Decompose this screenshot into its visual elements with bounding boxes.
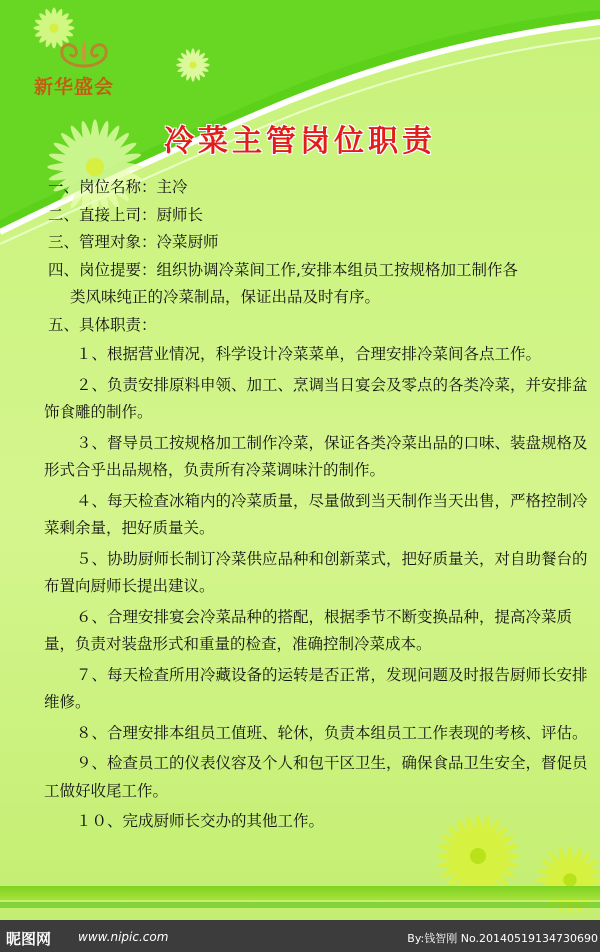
duty-item: ７、每天检查所用冷藏设备的运转是否正常，发现问题及时报告厨师长安排维修。 <box>44 665 588 711</box>
item-value: 冷菜厨师 <box>156 233 219 251</box>
duty-item: ３、督导员工按规格加工制作冷菜，保证各类冷菜出品的口味、装盘规格及形式合乎出品规格，负责所有冷菜调味汁的制作。 <box>44 433 588 479</box>
item-position-name <box>48 174 588 202</box>
item-label: 一、岗位名称： <box>48 178 157 196</box>
item-specific-duties <box>48 312 588 340</box>
flower-decoration-top-small <box>172 44 214 86</box>
duty-item: ５、协助厨师长制订冷菜供应品种和创新菜式，把好质量关，对自助餐台的布置向厨师长提出建议。 <box>44 549 588 595</box>
duty-item: ８、合理安排本组员工值班、轮休，负责本组员工工作表现的考核、评估。 <box>76 723 588 742</box>
duty-item: ６、合理安排宴会冷菜品种的搭配，根据季节不断变换品种，提高冷菜质量，负责对装盘形式和重量的检查，准确控制冷菜成本。 <box>44 607 573 653</box>
item-position-summary <box>48 257 588 312</box>
item-direct-superior <box>48 202 588 230</box>
item-value: 主冷 <box>156 178 188 196</box>
duty-item: ４、每天检查冰箱内的冷菜质量，尽量做到当天制作当天出售，严格控制冷菜剩余量，把好质量关。 <box>44 491 588 537</box>
bottom-decorative-stripe <box>0 886 600 900</box>
duty-item: １０、完成厨师长交办的其他工作。 <box>76 812 325 830</box>
duty-item: ２、负责安排原料申领、加工、烹调当日宴会及零点的各类冷菜，并安排盆饰食雕的制作。 <box>44 375 588 421</box>
flower-decoration-bottom-right <box>530 840 600 920</box>
duty-item: ９、检查员工的仪表仪容及个人和包干区卫生，确保食品卫生安全，督促员工做好收尾工作。 <box>44 754 588 800</box>
responsibilities-content <box>44 174 588 836</box>
item-label: 四、岗位提要： <box>48 260 157 279</box>
item-value-continued: 类风味纯正的冷菜制品，保证出品及时有序。 <box>70 288 381 306</box>
watermark-site-logo: 昵图网 <box>6 930 52 948</box>
watermark-footer <box>0 920 600 952</box>
item-management-target <box>48 229 588 257</box>
watermark-credit: By:钱智刚 No.20140519134730690 <box>407 932 598 945</box>
item-value: 组织协调冷菜间工作,安排本组员工按规格加工制作各 <box>156 260 518 279</box>
item-label: 五、具体职责： <box>48 315 157 334</box>
brand-name: 新华盛会 <box>34 76 115 98</box>
page-title: 冷菜主管岗位职责 <box>164 124 436 159</box>
watermark-site-url: www.nipic.com <box>78 930 169 944</box>
item-label: 三、管理对象： <box>48 233 157 251</box>
bottom-decorative-stripe-thin <box>0 902 600 908</box>
item-label: 二、直接上司： <box>48 205 157 224</box>
brand-emblem-icon <box>52 36 116 72</box>
item-value: 厨师长 <box>156 205 204 224</box>
duty-item: １、根据营业情况，科学设计冷菜菜单，合理安排冷菜间各点工作。 <box>76 345 542 363</box>
